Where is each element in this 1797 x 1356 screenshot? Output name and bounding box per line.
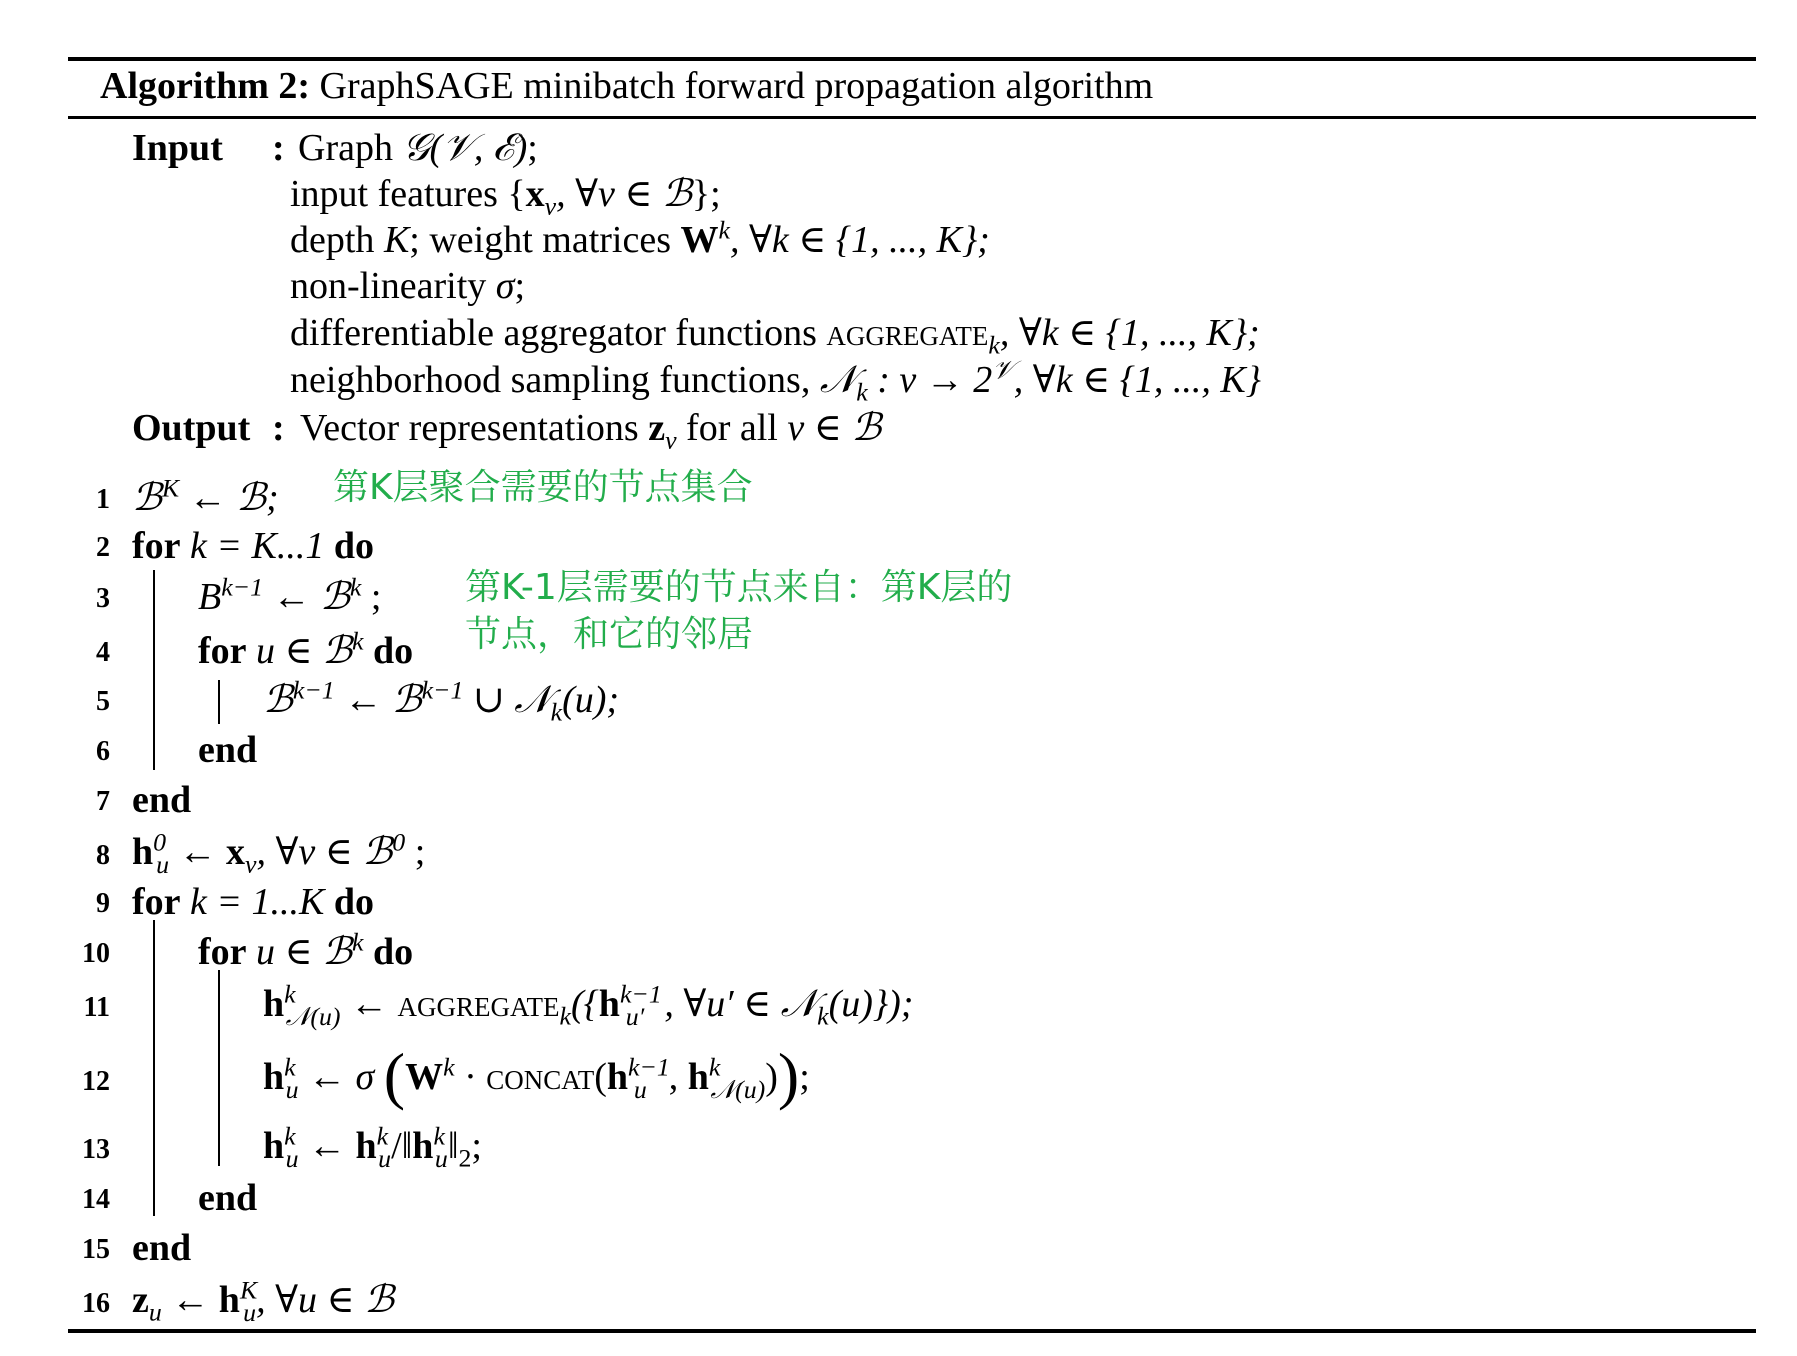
line-number: 16	[82, 1288, 110, 1319]
block-bar-outer-2	[153, 920, 155, 1216]
line-number: 6	[96, 736, 110, 767]
code-line-12: $h^k_u$ ← σ ($W^k$ · $concat(h^{k-1}_u$ , $h^k_{𝒩(u)}$));	[263, 1040, 810, 1111]
line-number: 11	[83, 992, 110, 1023]
line-number: 15	[82, 1234, 110, 1265]
top-rule	[68, 57, 1756, 61]
input-line-depth: depth K; weight matrices $W^k$, ∀k ∈ {1, ..., K};	[290, 215, 990, 261]
line-number: 14	[82, 1184, 110, 1215]
line-number: 1	[96, 484, 110, 515]
code-line-13: $h^k_u$ ← $h^k_u/‖h^k_u‖_2$;	[263, 1121, 482, 1173]
output-text: Vector representations $z_v$ for all v ∈ ℬ	[300, 407, 882, 455]
line-number: 12	[82, 1066, 110, 1097]
algorithm-label: Algorithm 2:	[100, 65, 311, 107]
code-line-2: for k = K...1 do	[132, 525, 375, 567]
line-number: 3	[96, 583, 110, 614]
line-number: 4	[96, 637, 110, 668]
input-line-sampling: neighborhood sampling functions, 𝒩$_k$ : $v \to 2^𝒱$, ∀k ∈ {1, ..., K}	[290, 355, 1261, 407]
line-number: 9	[96, 888, 110, 919]
line-number: 8	[96, 840, 110, 871]
annotation-2-line-1: 第K-1层需要的节点来自：第K层的	[465, 567, 1013, 608]
header-rule	[68, 116, 1756, 119]
annotation-1: 第K层聚合需要的节点集合	[333, 467, 753, 508]
code-line-1: ℬ$^K$ ← ℬ;	[132, 473, 279, 519]
code-line-5: ℬ$^{k-1}$ ← ℬ$^{k-1}$ ∪ 𝒩$_k$(u);	[263, 675, 620, 727]
block-bar-inner-2	[218, 970, 220, 1166]
input-label: Input	[132, 127, 223, 169]
code-line-10: for u ∈ ℬ$^k$ do	[198, 927, 414, 973]
input-line-features: input features {$x_v$, ∀v ∈ ℬ};	[290, 173, 721, 221]
code-line-9: for k = 1...K do	[132, 881, 375, 923]
code-line-6: end	[198, 729, 258, 771]
code-line-14: end	[198, 1177, 258, 1219]
annotation-2-line-2: 节点，和它的邻居	[465, 614, 754, 655]
code-line-4: for u ∈ ℬ$^k$ do	[198, 626, 414, 672]
line-number: 2	[96, 532, 110, 563]
code-line-11: $h^k_{𝒩(u)}$ ← $aggregate_k(\{h^{k-1}_{u'}$ , ∀u′ ∈ 𝒩$_k$(u)});	[263, 979, 914, 1031]
code-line-7: end	[132, 779, 192, 821]
line-number: 13	[82, 1134, 110, 1165]
bottom-rule	[68, 1329, 1756, 1333]
algorithm-caption	[100, 64, 1153, 108]
code-line-8: $h^0_u$ ← $x_v$, ∀v ∈ ℬ$^0$ ;	[132, 827, 426, 879]
output-colon: :	[272, 407, 285, 449]
input-line-nonlinearity: non-linearity σ;	[290, 265, 526, 307]
line-number: 7	[96, 786, 110, 817]
code-line-3: $B^{k-1}$ ← ℬ$^k$ ;	[198, 572, 382, 618]
output-label: Output	[132, 407, 251, 449]
algorithm-title: GraphSAGE minibatch forward propagation algorithm	[319, 65, 1154, 107]
block-bar-outer-1	[153, 570, 155, 770]
block-bar-inner-1	[218, 680, 220, 724]
input-colon: :	[272, 127, 285, 169]
line-number: 10	[82, 938, 110, 969]
code-line-16: $z_u$ ← $h^K_u$, ∀u ∈ ℬ	[132, 1275, 395, 1327]
code-line-15: end	[132, 1227, 192, 1269]
line-number: 5	[96, 686, 110, 717]
input-line-graph: Graph 𝒢(𝒱, ℰ);	[298, 127, 538, 169]
input-line-aggregators: differentiable aggregator functions aggregate$_k$, ∀k ∈ {1, ..., K};	[290, 312, 1260, 360]
